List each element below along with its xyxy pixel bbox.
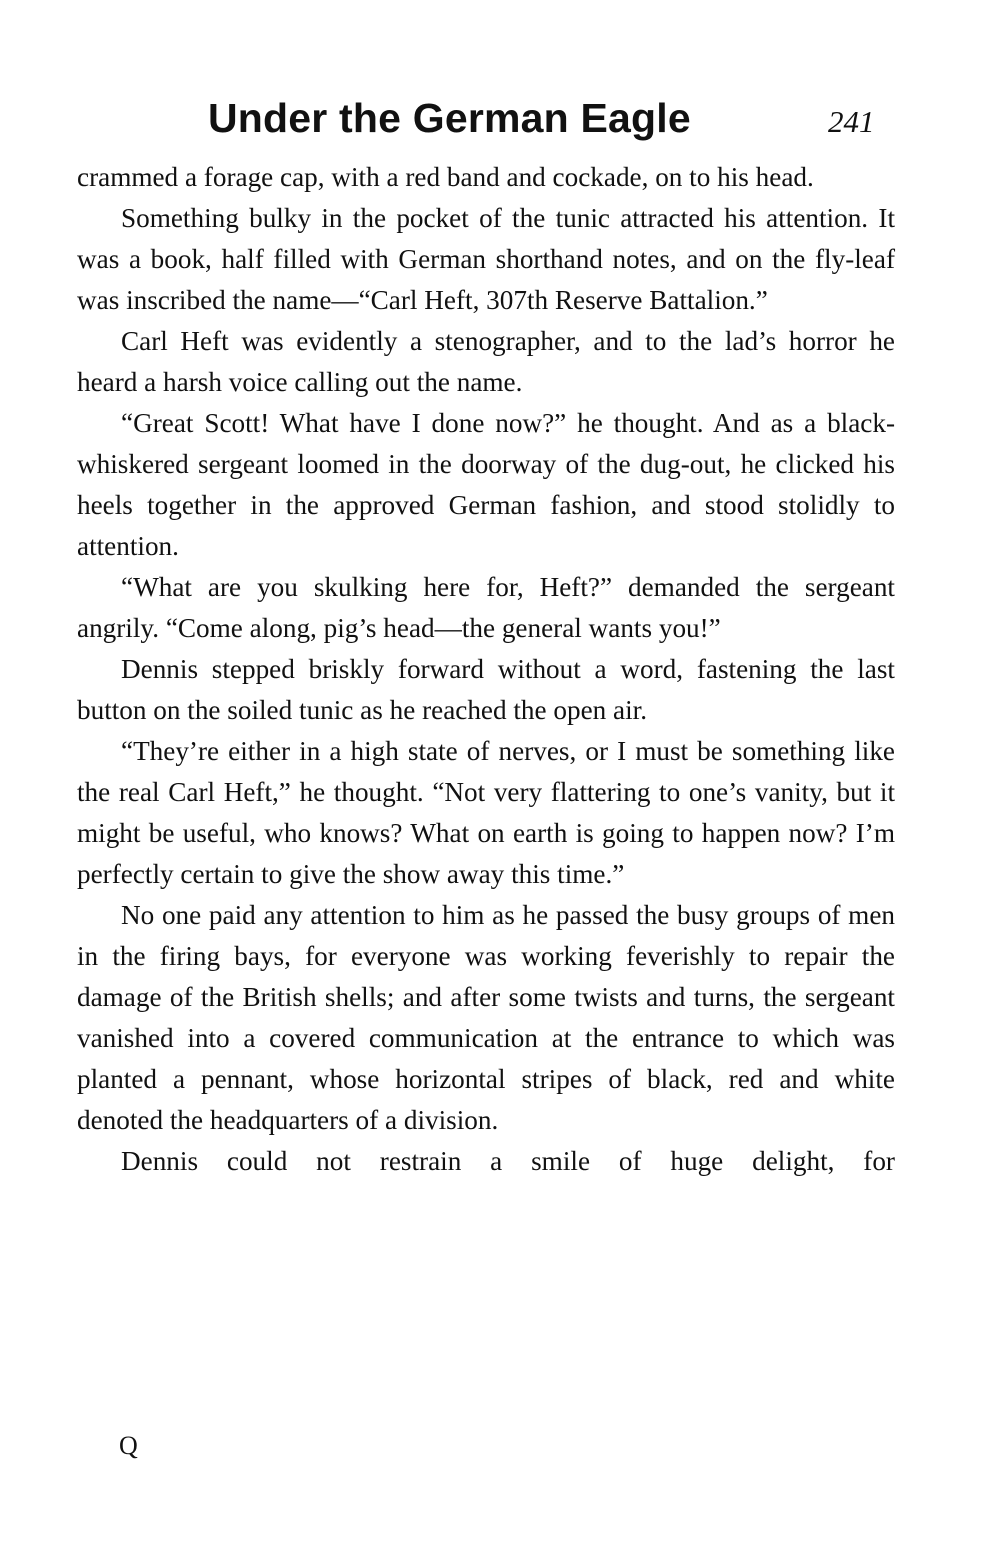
body-text [77,157,895,1182]
running-title: Under the German Eagle [208,95,691,141]
paragraph-1: crammed a forage cap, with a red band and cockade, on to his head. [77,162,814,192]
paragraph-3: Carl Heft was evidently a stenographer, and to the lad’s horror he heard a harsh voice calling out the name. [77,326,895,397]
paragraph-2: Something bulky in the pocket of the tunic attracted his attention. It was a book, half filled with German shorthand notes, and on the fly-leaf was inscribed the name—“Carl Heft, 307th Reserve Battalion.” [77,203,895,315]
running-head [0,94,1000,146]
paragraph-5: “What are you skulking here for, Heft?” demanded the sergeant angrily. “Come along, pig’s head—the general wants you!” [77,572,895,643]
paragraph-8: No one paid any attention to him as he passed the busy groups of men in the firing bays, for everyone was working feverishly to repair the damage of the British shells; and after some twists and turns, the sergeant vanished into a covered communication at the entrance to which was planted a pennant, whose horizontal stripes of black, red and white denoted the headquarters of a division. [77,900,895,1135]
paragraph-6: Dennis stepped briskly forward without a word, fastening the last button on the soiled tunic as he reached the open air. [77,654,895,725]
paragraph-4: “Great Scott! What have I done now?” he thought. And as a black-whiskered sergeant loomed in the doorway of the dug-out, he clicked his heels together in the approved German fashion, and stood stolidly to attention. [77,408,895,561]
paragraph-7: “They’re either in a high state of nerves, or I must be something like the real Carl Heft,” he thought. “Not very flattering to one’s vanity, but it might be useful, who knows? What on earth is going to happen now? I’m perfectly certain to give the show away this time.” [77,736,895,889]
paragraph-9: Dennis could not restrain a smile of huge delight, for [121,1146,895,1176]
page-number: 241 [828,104,875,139]
signature-mark: Q [119,1431,138,1460]
